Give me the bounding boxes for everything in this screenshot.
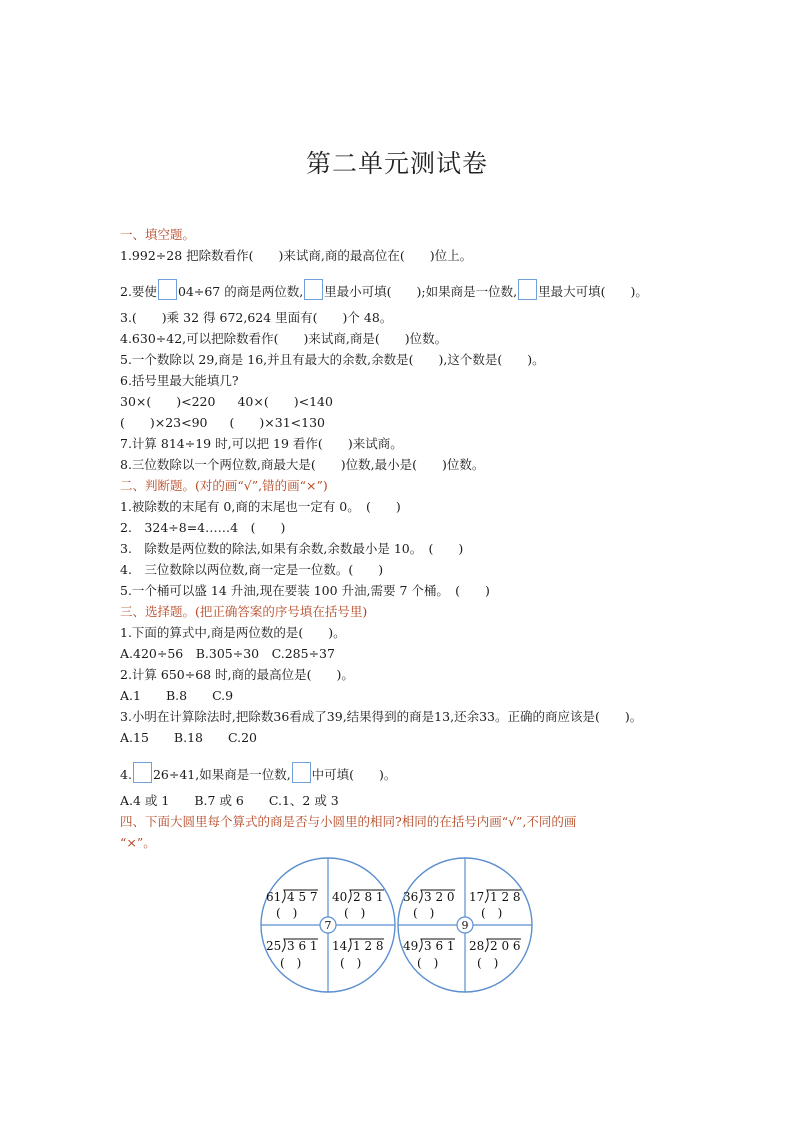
section-fill-blank: 一、填空题。 xyxy=(120,227,196,242)
answer-paren: ( ) xyxy=(280,956,302,970)
dividend: 4 5 7 xyxy=(287,890,318,904)
answer-box[interactable] xyxy=(304,279,323,300)
divisor: 14 xyxy=(332,939,348,953)
division-circles-figure xyxy=(258,854,533,996)
divisor: 61 xyxy=(266,890,282,904)
answer-paren: ( ) xyxy=(417,956,439,970)
fill-q2-part-a: 2.要使 xyxy=(120,284,157,299)
dividend: 2 0 6 xyxy=(490,939,521,953)
fill-q6-item-d: ( )×31<130 xyxy=(229,415,325,430)
answer-paren: ( ) xyxy=(413,906,435,920)
fill-q2-part-c: 里最小可填( );如果商是一位数, xyxy=(324,284,518,299)
answer-paren: ( ) xyxy=(477,956,499,970)
answer-paren: ( ) xyxy=(340,956,362,970)
fill-question-6-row-1 xyxy=(120,394,333,410)
choice-q4-part-a: 4. xyxy=(120,767,132,782)
divisor: 28 xyxy=(469,939,485,953)
fill-q6-item-a: 30×( )<220 xyxy=(120,394,216,409)
divisor: 17 xyxy=(469,890,485,904)
division-item xyxy=(469,890,521,920)
division-item xyxy=(332,939,384,970)
choice-q2-options: A.1 B.8 C.9 xyxy=(120,688,234,703)
fill-question-2 xyxy=(120,279,648,300)
fill-question-6-row-2 xyxy=(120,415,325,431)
fill-q2-part-d: 里最大可填( )。 xyxy=(538,284,648,299)
left-center-number: 7 xyxy=(324,919,332,932)
fill-question-1: 1.992÷28 把除数看作( )来试商,商的最高位在( )位上。 xyxy=(120,248,473,263)
answer-box[interactable] xyxy=(133,762,152,783)
section-compare-circles: 四、下面大圆里每个算式的商是否与小圆里的相同?相同的在括号内画“√”,不同的画 xyxy=(120,814,577,829)
division-item xyxy=(266,890,318,920)
right-center-number: 9 xyxy=(461,919,469,932)
judge-question-1: 1.被除数的末尾有 0,商的末尾也一定有 0。 ( ) xyxy=(120,499,401,514)
fill-question-5: 5.一个数除以 29,商是 16,并且有最大的余数,余数是( ),这个数是( )。 xyxy=(120,352,545,367)
divisor: 40 xyxy=(332,890,348,904)
choice-q3-options: A.15 B.18 C.20 xyxy=(120,730,257,745)
judge-question-5: 5.一个桶可以盛 14 升油,现在要装 100 升油,需要 7 个桶。 ( ) xyxy=(120,583,490,598)
choice-question-2: 2.计算 650÷68 时,商的最高位是( )。 xyxy=(120,667,354,682)
division-item xyxy=(469,939,521,970)
section-true-false: 二、判断题。(对的画“√”,错的画“×”) xyxy=(120,478,328,493)
dividend: 1 2 8 xyxy=(353,939,384,953)
dividend: 1 2 8 xyxy=(490,890,521,904)
fill-q6-item-b: 40×( )<140 xyxy=(237,394,333,409)
division-item xyxy=(403,890,455,920)
answer-paren: ( ) xyxy=(481,906,503,920)
judge-question-2: 2. 324÷8=4……4 ( ) xyxy=(120,520,286,535)
fill-q2-part-b: 04÷67 的商是两位数, xyxy=(177,284,304,299)
judge-question-3: 3. 除数是两位数的除法,如果有余数,余数最小是 10。 ( ) xyxy=(120,541,464,556)
choice-q4-part-b: 26÷41,如果商是一位数, xyxy=(152,767,291,782)
divisor: 36 xyxy=(403,890,419,904)
fill-question-3: 3.( )乘 32 得 672,624 里面有( )个 48。 xyxy=(120,310,393,325)
answer-paren: ( ) xyxy=(344,906,366,920)
section-multiple-choice: 三、选择题。(把正确答案的序号填在括号里) xyxy=(120,604,368,619)
choice-question-1: 1.下面的算式中,商是两位数的是( )。 xyxy=(120,625,346,640)
choice-question-3: 3.小明在计算除法时,把除数36看成了39,结果得到的商是13,还余33。正确的商应该是( )。 xyxy=(120,709,643,724)
dividend: 3 6 1 xyxy=(287,939,318,953)
page-title: 第二单元测试卷 xyxy=(305,149,488,178)
right-small-circle xyxy=(457,917,473,933)
fill-question-8: 8.三位数除以一个两位数,商最大是( )位数,最小是( )位数。 xyxy=(120,457,485,472)
section-compare-circles-cont: “×”。 xyxy=(120,835,156,850)
fill-question-7: 7.计算 814÷19 时,可以把 19 看作( )来试商。 xyxy=(120,436,403,451)
answer-paren: ( ) xyxy=(276,906,298,920)
dividend: 2 8 1 xyxy=(353,890,384,904)
fill-q6-item-c: ( )×23<90 xyxy=(120,415,208,430)
answer-box[interactable] xyxy=(292,762,311,783)
dividend: 3 2 0 xyxy=(424,890,455,904)
fill-question-6: 6.括号里最大能填几? xyxy=(120,373,239,388)
divisor: 49 xyxy=(403,939,419,953)
choice-q4-part-c: 中可填( )。 xyxy=(311,767,397,782)
answer-box[interactable] xyxy=(158,279,177,300)
fill-question-4: 4.630÷42,可以把除数看作( )来试商,商是( )位数。 xyxy=(120,331,448,346)
divisor: 25 xyxy=(266,939,282,953)
choice-q4-options: A.4 或 1 B.7 或 6 C.1、2 或 3 xyxy=(120,793,339,808)
answer-box[interactable] xyxy=(518,279,537,300)
dividend: 3 6 1 xyxy=(424,939,455,953)
left-small-circle xyxy=(320,917,336,933)
division-item xyxy=(332,890,384,920)
judge-question-4: 4. 三位数除以两位数,商一定是一位数。( ) xyxy=(120,562,384,577)
choice-q1-options: A.420÷56 B.305÷30 C.285÷37 xyxy=(120,646,335,661)
choice-question-4 xyxy=(120,762,396,783)
